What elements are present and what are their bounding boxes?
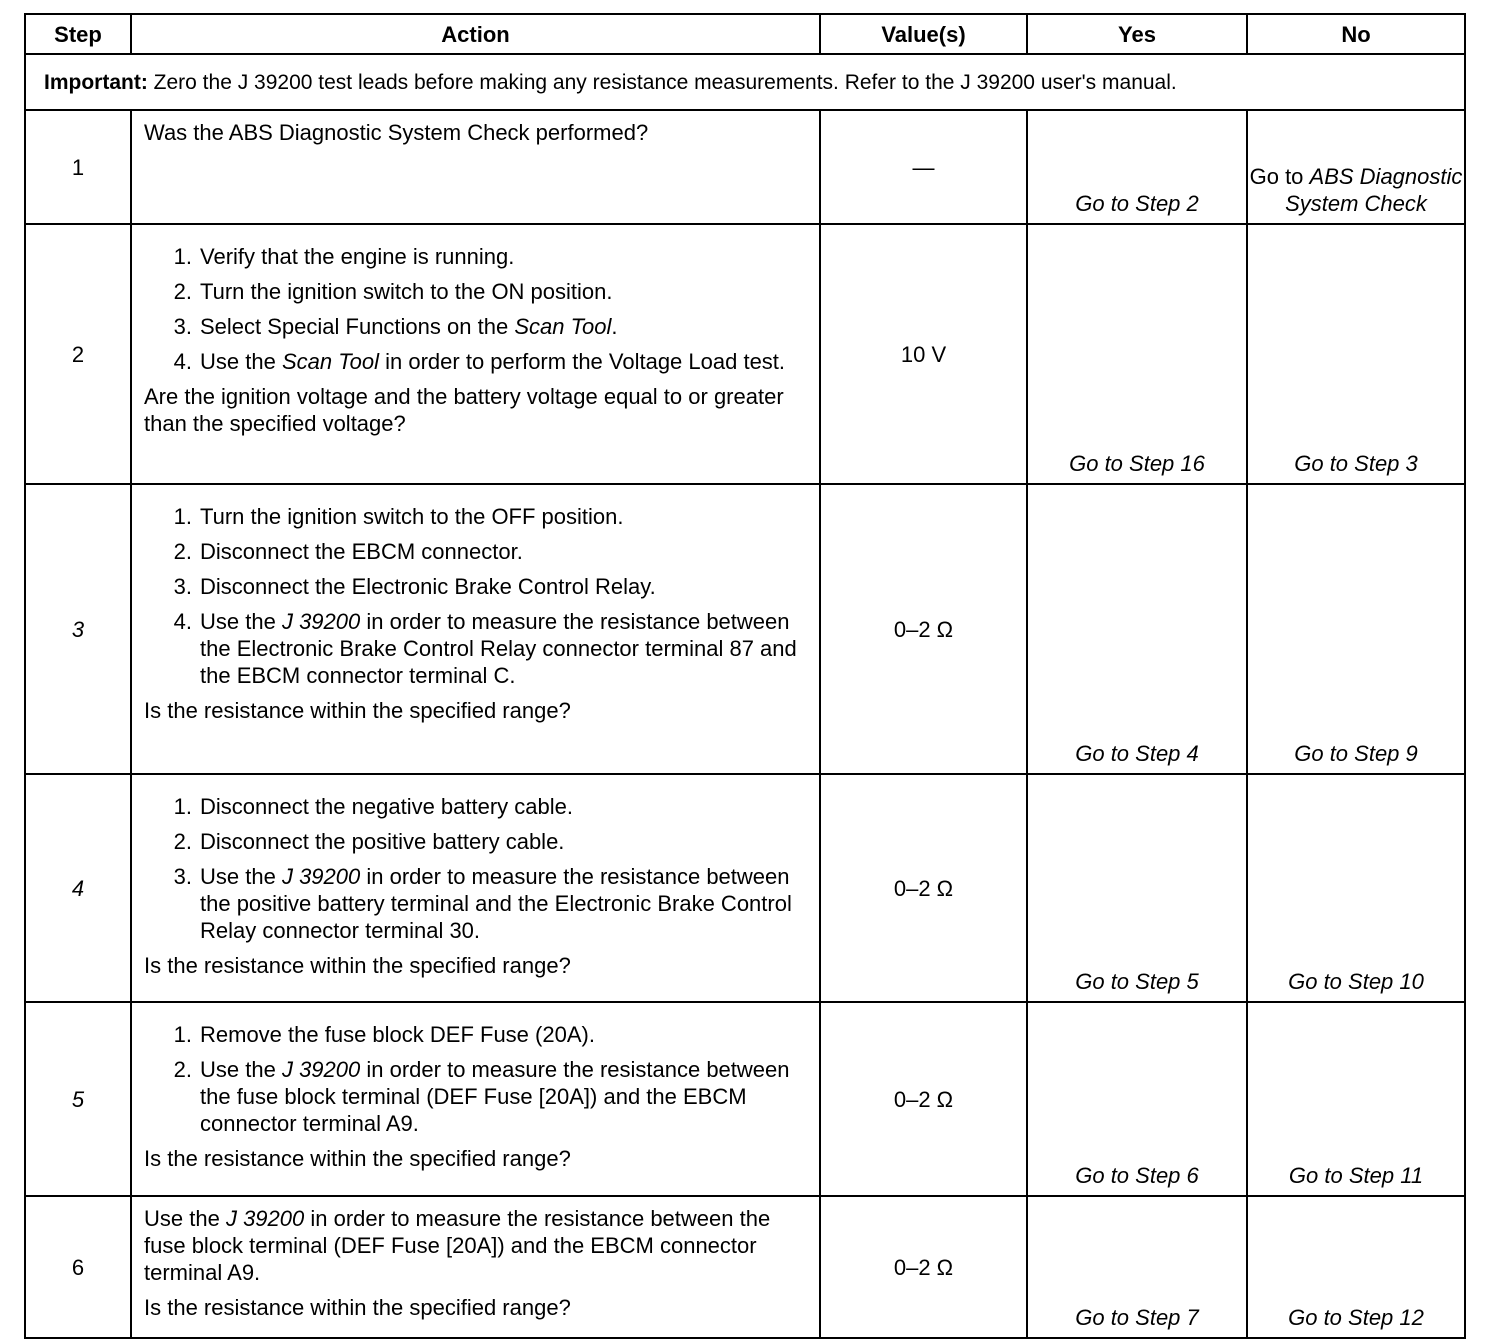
question-text: Is the resistance within the specified range? [144, 1146, 571, 1171]
action-list [144, 243, 809, 375]
yes-cell: Go to Step 2 [1027, 110, 1247, 224]
no-prefix: Go to [1249, 164, 1310, 189]
table-row [25, 484, 1465, 774]
list-item [200, 538, 809, 565]
item-text: Turn the ignition switch to the ON position. [200, 279, 613, 304]
item-text: Disconnect the Electronic Brake Control Relay. [200, 574, 656, 599]
table-row [25, 1002, 1465, 1196]
value-cell: 0–2 Ω [820, 1002, 1027, 1196]
item-text: Use the [200, 349, 276, 374]
table-row [25, 224, 1465, 484]
step-number: 4 [25, 774, 131, 1002]
action-list [144, 1021, 809, 1137]
list-item [200, 828, 809, 855]
item-text: Disconnect the EBCM connector. [200, 539, 523, 564]
no-cell: Go to Step 10 [1247, 774, 1465, 1002]
yes-cell: Go to Step 16 [1027, 224, 1247, 484]
yes-cell: Go to Step 6 [1027, 1002, 1247, 1196]
list-item [200, 608, 809, 689]
value-cell: 0–2 Ω [820, 774, 1027, 1002]
yes-cell: Go to Step 5 [1027, 774, 1247, 1002]
action-cell [131, 1196, 820, 1338]
no-cell: Go to Step 11 [1247, 1002, 1465, 1196]
step-number: 3 [25, 484, 131, 774]
lead-start: Use the [144, 1206, 220, 1231]
item-text: Disconnect the negative battery cable. [200, 794, 574, 819]
important-note [25, 54, 1465, 110]
value-cell: 0–2 Ω [820, 484, 1027, 774]
lead-rest: in order to measure the resistance between the fuse block terminal (DEF Fuse [20A]) and the EBCM connector terminal A9. [144, 1206, 771, 1285]
yes-cell: Go to Step 4 [1027, 484, 1247, 774]
item-text: Use the [200, 609, 276, 634]
item-text: in order to measure the resistance between the Electronic Brake Control Relay connector terminal 87 and the EBCM connector terminal C. [200, 609, 797, 688]
action-cell [131, 110, 820, 224]
value-cell: 0–2 Ω [820, 1196, 1027, 1338]
item-text: Remove the fuse block DEF Fuse (20A). [200, 1022, 595, 1047]
table-row [25, 774, 1465, 1002]
item-text: Use the [200, 1057, 276, 1082]
no-cell: Go to Step 9 [1247, 484, 1465, 774]
yes-cell: Go to Step 7 [1027, 1196, 1247, 1338]
list-item [200, 793, 809, 820]
header-row [25, 14, 1465, 54]
action-cell [131, 1002, 820, 1196]
important-label: Important: [44, 70, 148, 94]
step-number: 1 [25, 110, 131, 224]
list-item [200, 1056, 809, 1137]
diagnostic-table [24, 13, 1466, 1339]
header-value: Value(s) [820, 14, 1027, 54]
item-text: in order to measure the resistance between the positive battery terminal and the Electronic Brake Control Relay connector terminal 30. [200, 864, 792, 943]
list-item: Select Special Functions on the Scan Tool. [200, 314, 618, 339]
item-text: Turn the ignition switch to the OFF position. [200, 504, 624, 529]
list-item [200, 1021, 809, 1048]
step-number: 5 [25, 1002, 131, 1196]
list-item [200, 278, 809, 305]
item-text: Verify that the engine is running. [200, 244, 515, 269]
list-item [200, 573, 809, 600]
list-item [200, 503, 809, 530]
question-text: Is the resistance within the specified range? [144, 698, 571, 723]
header-yes: Yes [1027, 14, 1247, 54]
action-list [144, 503, 809, 689]
no-cell: Go to Step 12 [1247, 1196, 1465, 1338]
lead-text [144, 1205, 809, 1286]
item-italic: J 39200 [281, 864, 361, 889]
question-text: Is the resistance within the specified range? [144, 1295, 571, 1320]
no-cell [1247, 110, 1465, 224]
list-item [200, 243, 809, 270]
lead-italic: J 39200 [225, 1206, 305, 1231]
header-action: Action [131, 14, 820, 54]
item-italic: Scan Tool [514, 314, 612, 339]
item-italic: Scan Tool [281, 349, 379, 374]
item-text: Use the [200, 864, 276, 889]
step-number: 2 [25, 224, 131, 484]
important-row [25, 54, 1465, 110]
no-cell: Go to Step 3 [1247, 224, 1465, 484]
question-text: Is the resistance within the specified range? [144, 953, 571, 978]
no-italic: ABS Diagnostic System Check [1285, 164, 1463, 216]
list-item [200, 348, 809, 375]
action-list [144, 793, 809, 944]
value-cell: — [820, 110, 1027, 224]
item-italic: J 39200 [281, 1057, 361, 1082]
action-cell [131, 224, 820, 484]
list-item [200, 863, 809, 944]
header-no: No [1247, 14, 1465, 54]
action-cell [131, 774, 820, 1002]
question-text: Was the ABS Diagnostic System Check performed? [144, 120, 649, 145]
step-number: 6 [25, 1196, 131, 1338]
header-step: Step [25, 14, 131, 54]
item-text: Disconnect the positive battery cable. [200, 829, 565, 854]
important-text: Zero the J 39200 test leads before making any resistance measurements. Refer to the J 39200 user's manual. [147, 70, 1177, 94]
value-cell: 10 V [820, 224, 1027, 484]
question-text: Are the ignition voltage and the battery voltage equal to or greater than the specified voltage? [144, 384, 784, 436]
item-text: in order to measure the resistance between the fuse block terminal (DEF Fuse [20A]) and the EBCM connector terminal A9. [200, 1057, 790, 1136]
action-cell [131, 484, 820, 774]
table-row [25, 1196, 1465, 1338]
table-row [25, 110, 1465, 224]
item-italic: J 39200 [281, 609, 361, 634]
item-text: Select Special Functions on the [200, 314, 509, 339]
item-text: in order to perform the Voltage Load test. [385, 349, 786, 374]
